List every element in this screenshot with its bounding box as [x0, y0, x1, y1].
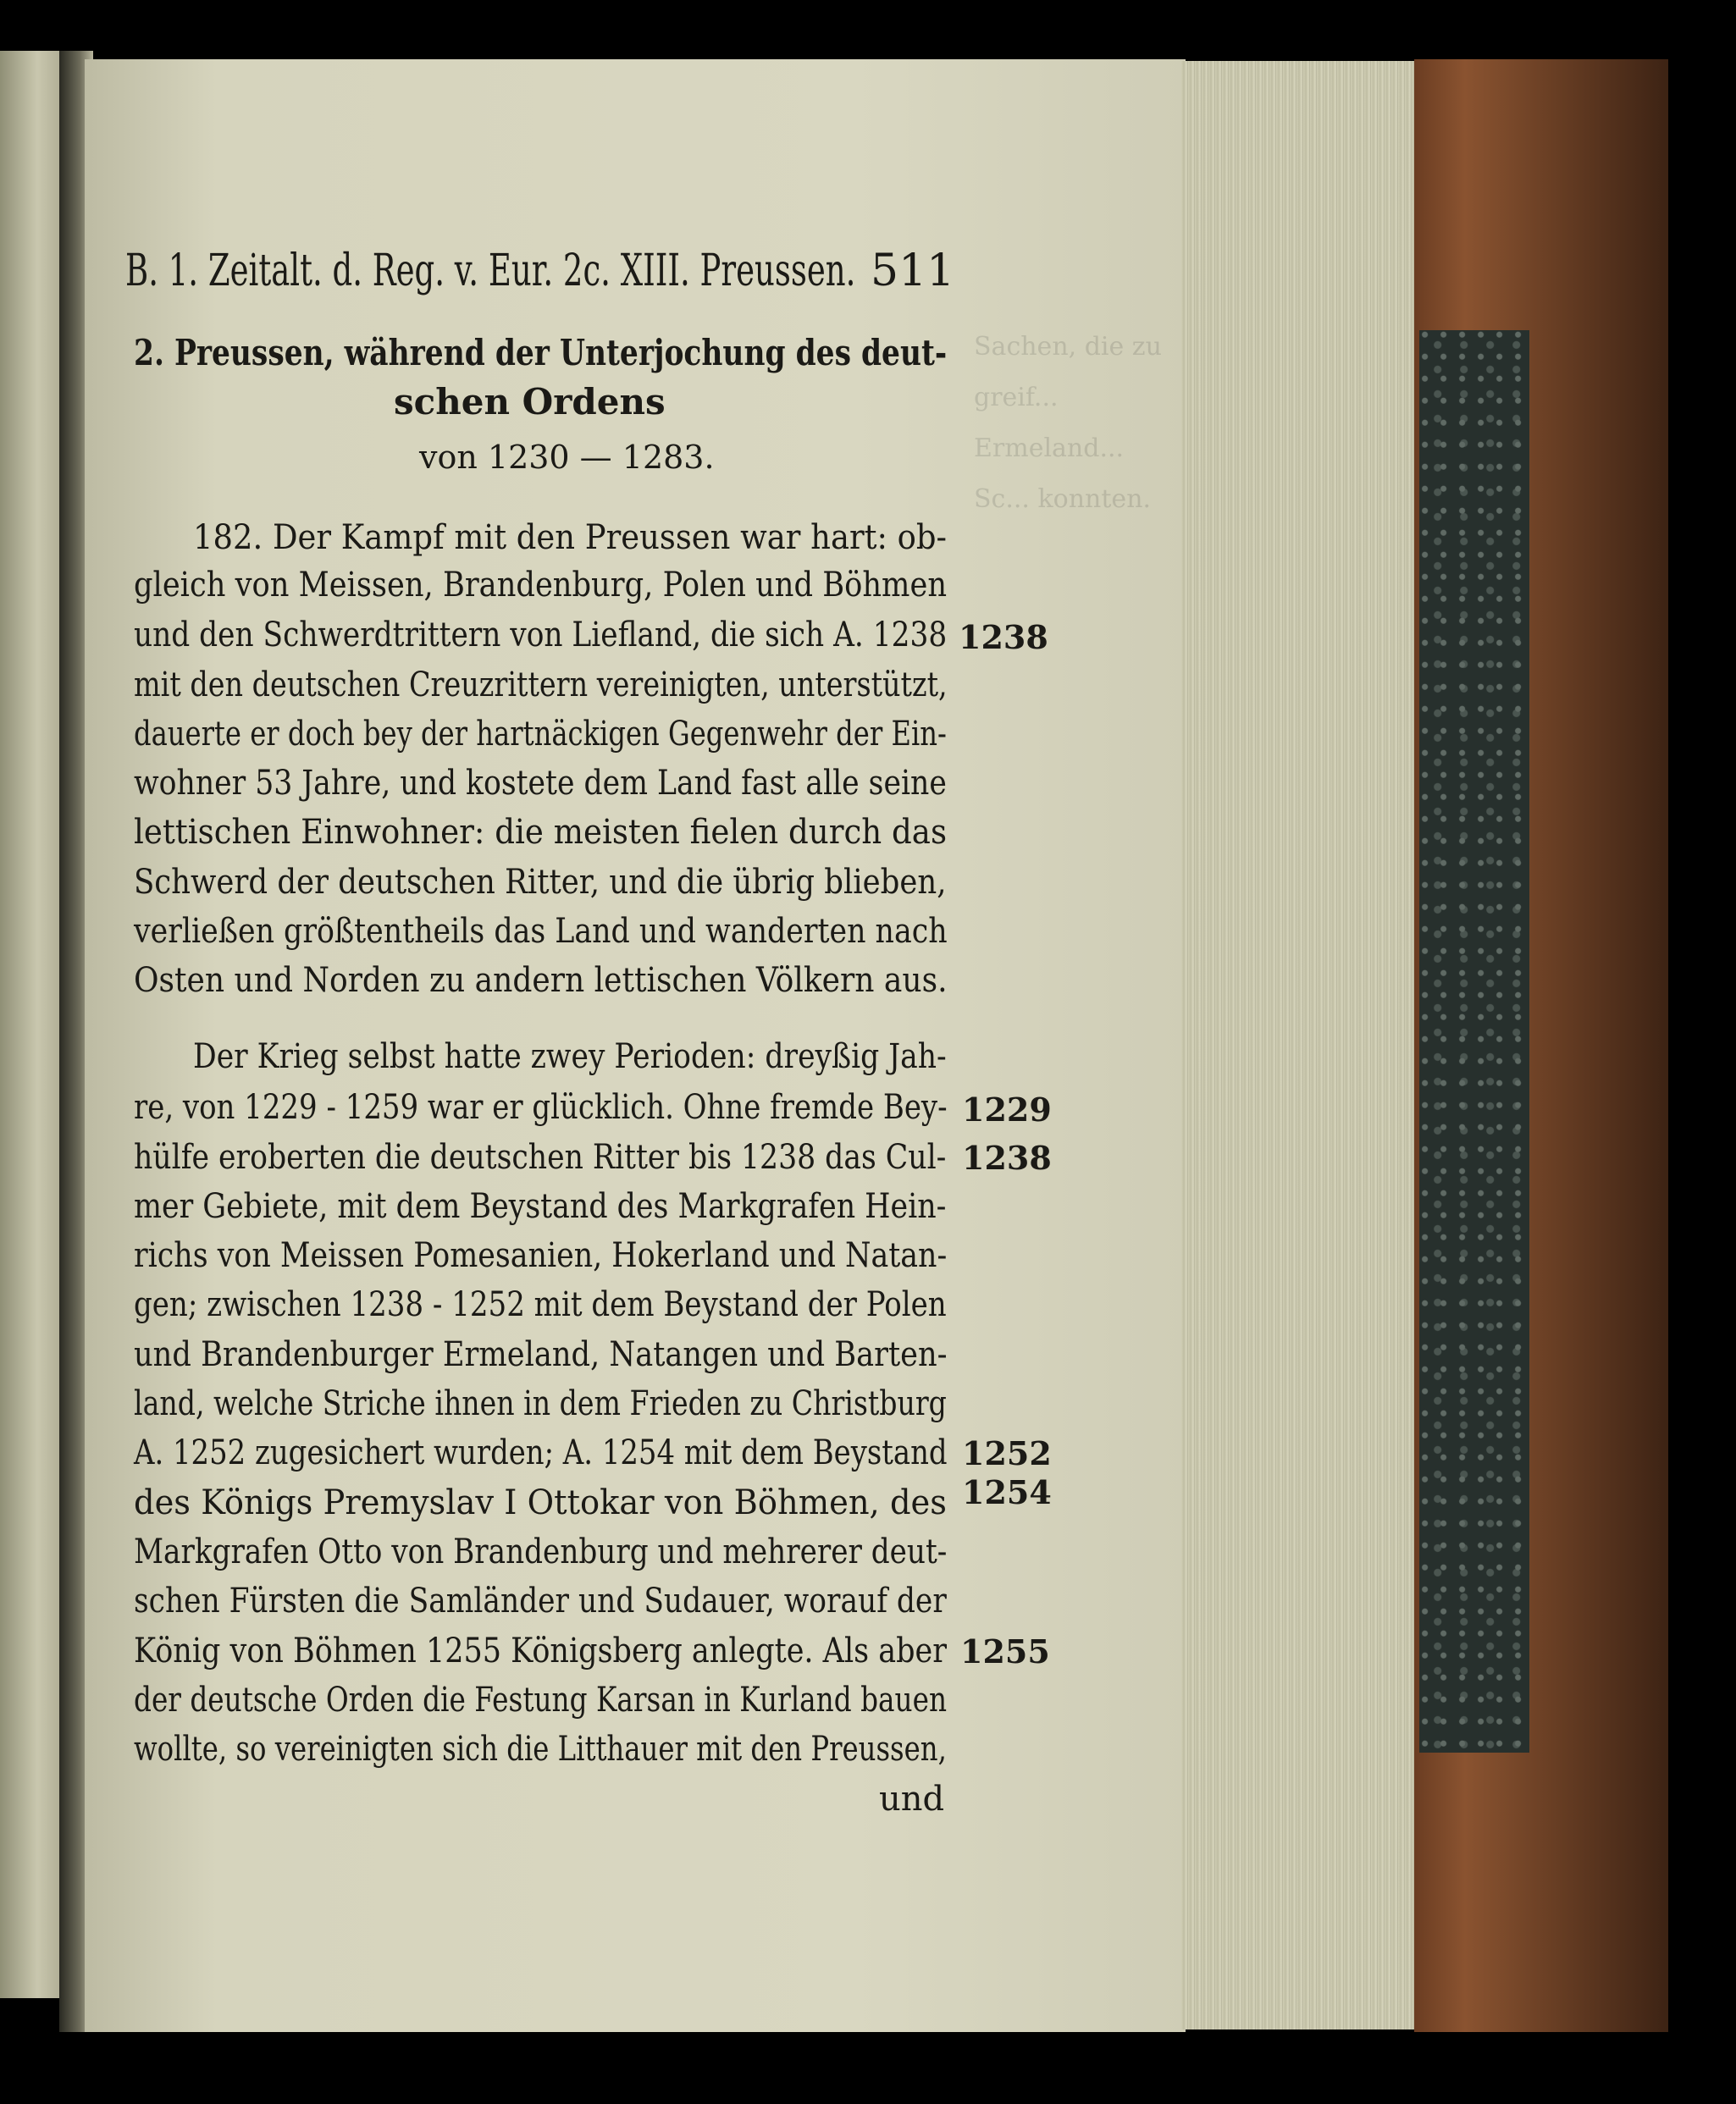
page-edges [1181, 61, 1418, 2029]
bleed-line: Sc... konnten. [974, 484, 1152, 514]
date-range: von 1230 — 1283. [419, 439, 715, 476]
body-line: König von Böhmen 1255 Königsberg anlegte. Als aber [134, 1632, 947, 1670]
bleed-line: Sachen, die zu greif... [974, 332, 1162, 412]
section-heading: 2. Preussen, während der Unterjochung des deut- [134, 332, 948, 373]
margin-year: 1229 [962, 1091, 1052, 1129]
body-line: mit den deutschen Creuzrittern vereinigten, unterstützt, [134, 665, 948, 704]
body-line: des Königs Premyslav I Ottokar von Böhmen, des [134, 1483, 947, 1522]
body-line: mer Gebiete, mit dem Beystand des Markgrafen Hein- [134, 1187, 947, 1226]
catchword: und [879, 1780, 945, 1819]
body-line: schen Fürsten die Samländer und Sudauer, worauf der [134, 1582, 947, 1621]
body-line: und den Schwerdtrittern von Liefland, die sich A. 1238 [134, 616, 948, 654]
body-line: gen; zwischen 1238 - 1252 mit dem Beystand der Polen [134, 1285, 947, 1324]
body-line: Osten und Norden zu andern lettischen Völkern aus. [134, 961, 948, 1000]
bleed-through-text [974, 322, 1177, 514]
body-line: wohner 53 Jahre, und kostete dem Land fast alle seine [134, 764, 947, 803]
body-line: re, von 1229 - 1259 war er glücklich. Ohne fremde Bey- [134, 1088, 948, 1127]
margin-year: 1238 [962, 1139, 1052, 1177]
page-number: 511 [871, 246, 955, 296]
body-line: A. 1252 zugesichert wurden; A. 1254 mit dem Beystand [134, 1433, 948, 1472]
left-page-edge [0, 51, 68, 1998]
body-line: und Brandenburger Ermeland, Natangen und Barten- [134, 1335, 948, 1374]
body-line: Schwerd der deutschen Ritter, und die übrig blieben, [134, 863, 947, 902]
body-line: dauerte er doch bey der hartnäckigen Gegenwehr der Ein- [134, 715, 947, 754]
bleed-line: Ermeland... [974, 434, 1125, 463]
running-title: B. 1. Zeitalt. d. Reg. v. Eur. 2c. XIII. Preussen. [125, 246, 856, 296]
margin-year: 1238 [959, 618, 1048, 656]
body-line: Der Krieg selbst hatte zwey Perioden: dreyßig Jah- [193, 1037, 947, 1076]
body-line: wollte, so vereinigten sich die Litthauer mit den Preussen, [134, 1730, 947, 1769]
body-line: richs von Meissen Pomesanien, Hokerland und Natan- [134, 1236, 948, 1275]
margin-year: 1254 [962, 1473, 1052, 1511]
body-line: verließen größtentheils das Land und wanderten nach [134, 912, 948, 951]
body-line: 182. Der Kampf mit den Preussen war hart: ob- [193, 518, 947, 557]
body-line: hülfe eroberten die deutschen Ritter bis 1238 das Cul- [134, 1138, 947, 1177]
body-line: der deutsche Orden die Festung Karsan in Kurland bauen [134, 1681, 948, 1720]
section-heading-cont: schen Ordens [394, 381, 666, 422]
marbled-cover [1419, 330, 1529, 1753]
margin-year: 1255 [960, 1632, 1050, 1670]
body-line: land, welche Striche ihnen in dem Frieden zu Christburg [134, 1384, 947, 1423]
body-line: lettischen Einwohner: die meisten fielen durch das [134, 813, 948, 852]
body-line: Markgrafen Otto von Brandenburg und mehrerer deut- [134, 1532, 948, 1571]
body-line: gleich von Meissen, Brandenburg, Polen und Böhmen [134, 566, 948, 605]
margin-year: 1252 [962, 1434, 1052, 1472]
